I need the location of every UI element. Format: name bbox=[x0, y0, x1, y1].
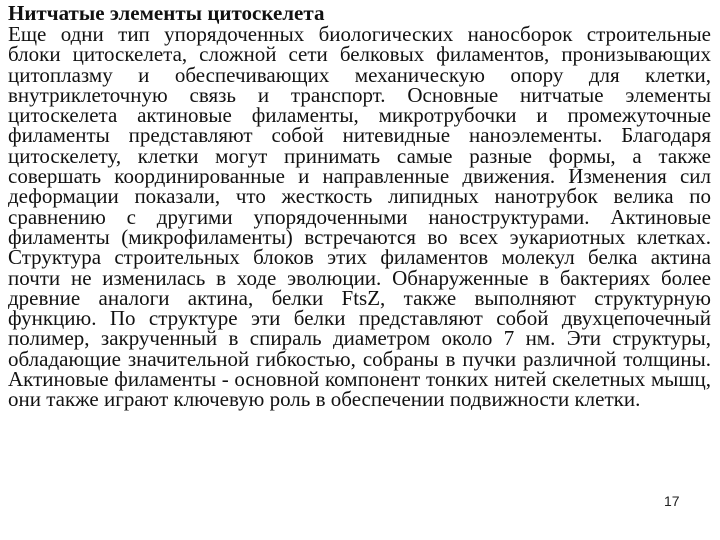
body-paragraph: Еще одни тип упорядоченных биологических наносборок строительные блоки цитоскелета, сложной сети белковых филаментов, пронизывающих цитоплазму и обеспечивающих механическую опору для клетки, внутриклеточную связь и транспорт. Основные нитчатые элементы цитоскелета актиновые филаменты, микротрубочки и промежуточные филаменты представляют собой нитевидные наноэлементы. Благодаря цитоскелету, клетки могут принимать самые разные формы, а также совершать координированные и направленные движения. Изменения сил деформации показали, что жесткость липидных нанотрубок велика по сравнению с другими упорядоченными наноструктурами. Актиновые филаменты (микрофиламенты) встречаются во всех эукариотных клетках. Структура строительных блоков этих филаментов молекул белка актина почти не изменилась в ходе эволюции. Обнаруженные в бактериях более древние аналоги актина, белки FtsZ, также выполняют структурную функцию. По структуре эти белки представляют собой двухцепочечный полимер, закрученный в спираль диаметром около 7 нм. Эти структуры, обладающие значительной гибкостью, собраны в пучки различной толщины. Актиновые филаменты - основной компонент тонких нитей скелетных мышц, они также играют ключевую роль в обеспечении подвижности клетки. bbox=[8, 22, 711, 412]
page-number: 17 bbox=[664, 493, 680, 509]
slide-title: Нитчатые элементы цитоскелета bbox=[8, 1, 325, 25]
slide-content bbox=[8, 2, 711, 410]
